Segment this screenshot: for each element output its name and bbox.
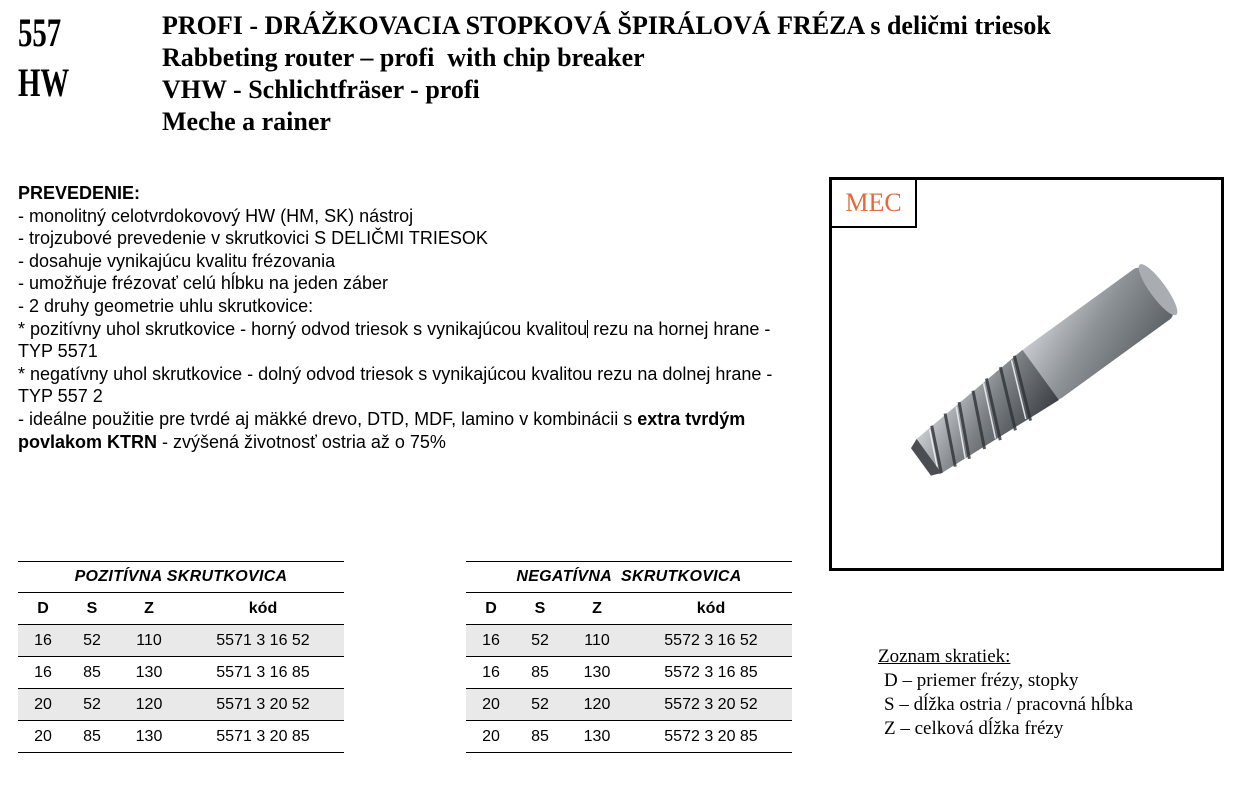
description-line: - trojzubové prevedenie v skrutkovici S DELIČMI TRIESOK: [18, 228, 488, 249]
column-header-d: D: [466, 593, 516, 625]
table-caption: POZITÍVNA SKRUTKOVICA: [18, 562, 344, 593]
product-image-frame: [829, 177, 1224, 571]
product-number: 557: [18, 10, 62, 55]
table-row: [18, 721, 344, 753]
router-bit-image: [832, 180, 1221, 568]
description-text: rezu na hornej hrane - TYP 5571: [18, 318, 771, 362]
table-caption: NEGATÍVNA SKRUTKOVICA: [466, 562, 792, 593]
column-header-s: S: [516, 593, 564, 625]
description-text: - ideálne použitie pre tvrdé aj mäkké drevo, DTD, MDF, lamino v kombinácii s: [18, 408, 638, 429]
description-line: [18, 318, 808, 363]
cell-s: 52: [68, 625, 116, 657]
cell-s: 52: [516, 689, 564, 721]
cell-s: 52: [68, 689, 116, 721]
legend-item-d: D – priemer frézy, stopky: [884, 670, 1079, 691]
column-header-s: S: [68, 593, 116, 625]
title-block: [162, 10, 1051, 138]
column-header-code: kód: [182, 593, 344, 625]
description-line: - 2 druhy geometrie uhlu skrutkovice:: [18, 295, 314, 316]
column-header-z: Z: [564, 593, 630, 625]
cell-z: 130: [116, 657, 182, 689]
table-row: [466, 721, 792, 753]
negative-helix-table: [466, 561, 792, 753]
cell-z: 110: [116, 625, 182, 657]
cell-d: 20: [18, 689, 68, 721]
cell-code: 5571 3 20 85: [182, 721, 344, 753]
legend-item-s: S – dĺžka ostria / pracovná hĺbka: [884, 694, 1134, 715]
table-row: [466, 657, 792, 689]
cell-s: 85: [516, 721, 564, 753]
cell-d: 20: [18, 721, 68, 753]
column-header-code: kód: [630, 593, 792, 625]
title-german: VHW - Schlichtfräser - profi: [162, 75, 480, 104]
cell-d: 16: [466, 657, 516, 689]
cell-s: 52: [516, 625, 564, 657]
description-line: * negatívny uhol skrutkovice - dolný odvod triesok s vynikajúcou kvalitou rezu na dolnej hrane - TYP 557 2: [18, 363, 773, 407]
cell-z: 110: [564, 625, 630, 657]
cell-z: 130: [564, 657, 630, 689]
cell-z: 120: [116, 689, 182, 721]
description-line: - monolitný celotvrdokovový HW (HM, SK) nástroj: [18, 205, 414, 226]
cell-code: 5572 3 20 85: [630, 721, 792, 753]
table-row: [18, 657, 344, 689]
description-heading: PREVEDENIE:: [18, 183, 141, 203]
product-code: [18, 8, 69, 108]
cell-code: 5572 3 20 52: [630, 689, 792, 721]
description-line: - dosahuje vynikajúcu kvalitu frézovania: [18, 250, 336, 271]
cell-s: 85: [68, 657, 116, 689]
cell-s: 85: [516, 657, 564, 689]
cell-z: 120: [564, 689, 630, 721]
title-hungarian: Meche a rainer: [162, 107, 331, 136]
cell-code: 5571 3 16 85: [182, 657, 344, 689]
legend-item-z: Z – celková dĺžka frézy: [884, 718, 1064, 739]
table-row: [466, 689, 792, 721]
cell-d: 16: [18, 657, 68, 689]
cell-z: 130: [564, 721, 630, 753]
cell-d: 16: [18, 625, 68, 657]
table-row: [18, 625, 344, 657]
description-text: * pozitívny uhol skrutkovice - horný odvod triesok s vynikajúcou kvalitou: [18, 318, 588, 339]
cell-code: 5571 3 16 52: [182, 625, 344, 657]
table-row: [466, 625, 792, 657]
description-text: - zvýšená životnosť ostria až o 75%: [157, 431, 446, 452]
cell-s: 85: [68, 721, 116, 753]
brand-label: MEC: [832, 180, 917, 228]
title-slovak: PROFI - DRÁŽKOVACIA STOPKOVÁ ŠPIRÁLOVÁ FRÉZA s deličmi triesok: [162, 11, 1051, 40]
column-header-z: Z: [116, 593, 182, 625]
description-line: [18, 408, 808, 453]
title-english: Rabbeting router – profi with chip breaker: [162, 43, 645, 72]
cell-d: 16: [466, 625, 516, 657]
table-row: [18, 689, 344, 721]
cell-z: 130: [116, 721, 182, 753]
description-line: - umožňuje frézovať celú hĺbku na jeden záber: [18, 273, 388, 294]
product-material: HW: [18, 60, 70, 105]
column-header-d: D: [18, 593, 68, 625]
legend-title: Zoznam skratiek:: [878, 646, 1011, 667]
abbreviation-legend: [878, 645, 1133, 741]
cell-code: 5572 3 16 85: [630, 657, 792, 689]
cell-d: 20: [466, 721, 516, 753]
cell-code: 5572 3 16 52: [630, 625, 792, 657]
description-bold-text: extra tvrdým povlakom KTRN: [18, 408, 746, 452]
description: [18, 182, 808, 453]
cell-d: 20: [466, 689, 516, 721]
cell-code: 5571 3 20 52: [182, 689, 344, 721]
positive-helix-table: [18, 561, 344, 753]
